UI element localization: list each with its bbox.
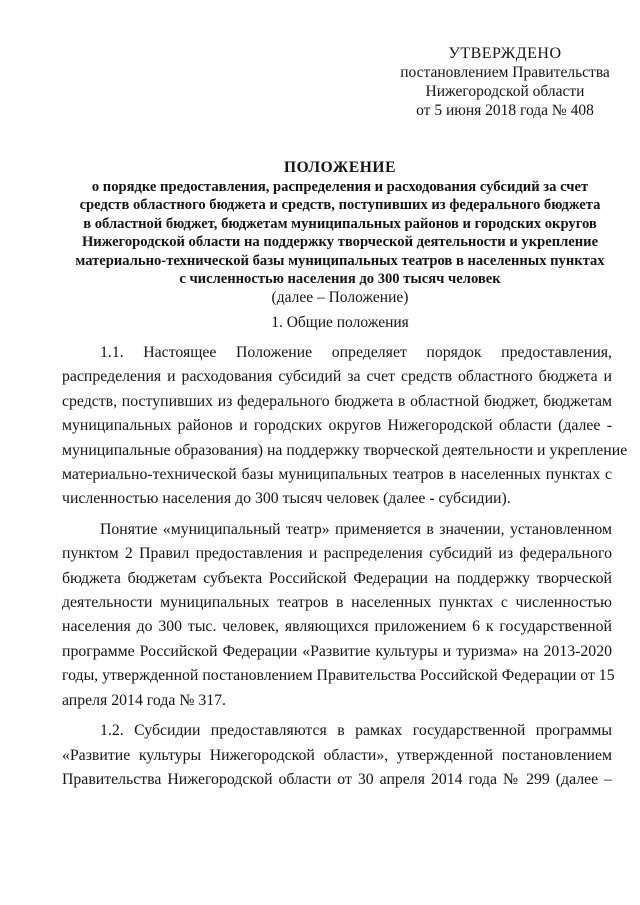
text-line: 1.2. Субсидии предоставляются в рамках государственной программы	[100, 722, 612, 740]
title-line: с численностью населения до 300 тысяч человек	[179, 271, 501, 287]
text-line: распределения и расходования субсидий за счет средств областного бюджета и	[62, 368, 612, 386]
approval-line: постановлением Правительства	[400, 64, 610, 81]
paragraph-theatre-definition	[62, 518, 615, 713]
body-text	[62, 341, 628, 792]
title-line: материально-технической базы муниципальных театров в населенных пунктах	[75, 252, 605, 269]
paragraph-1-1	[62, 341, 628, 512]
text-line: материально-технической базы муниципальных театров в населенных пунктах с	[62, 466, 612, 484]
title-line: средств областного бюджета и средств, поступивших из федерального бюджета	[79, 197, 601, 213]
text-line: населения до 300 тыс. человек, являющихся приложением 6 к государственной	[62, 618, 612, 636]
text-line: средств, поступивших из федерального бюджета в областной бюджет, бюджетам	[62, 392, 612, 410]
section-heading: 1. Общие положения	[271, 314, 409, 331]
title-line: Нижегородской области на поддержку творческой деятельности и укрепление	[81, 234, 599, 250]
text-line: Понятие «муниципальный театр» применяется в значении, установленном	[100, 520, 612, 538]
title-line: о порядке предоставления, распределения и расходования субсидий за счет	[91, 178, 589, 195]
text-line: апреля 2014 года № 317.	[62, 691, 227, 709]
text-line: численностью населения до 300 тысяч человек (далее - субсидии).	[62, 490, 511, 508]
title-subline: (далее – Положение)	[271, 288, 409, 306]
text-line: деятельности муниципальных театров в населенных пунктах с численностью	[62, 594, 612, 612]
document-title-block	[40, 159, 640, 307]
paragraph-1-2	[62, 719, 612, 792]
document-title: ПОЛОЖЕНИЕ	[283, 159, 397, 176]
title-line: в областной бюджет, бюджетам муниципальных районов и городских округов	[83, 215, 597, 232]
approval-line: Нижегородской области	[425, 83, 585, 100]
text-line: «Развитие культуры Нижегородской области», утвержденной постановлением	[62, 746, 612, 764]
text-line: 1.1. Настоящее Положение определяет порядок предоставления,	[100, 344, 612, 361]
text-line: Правительства Нижегородской области от 30 апреля 2014 года № 299 (далее –	[62, 770, 612, 788]
approval-date-line: от 5 июня 2018 года № 408	[416, 102, 594, 119]
text-line: годы, утвержденной постановлением Правительства Российской Федерации от 15	[62, 667, 615, 685]
text-line: пунктом 2 Правил предоставления и распределения субсидий из федерального	[62, 545, 612, 563]
approval-stamp	[390, 44, 620, 120]
text-line: программе Российской Федерации «Развитие культуры и туризма» на 2013-2020	[62, 642, 612, 660]
approval-heading: УТВЕРЖДЕНО	[448, 45, 562, 62]
text-line: муниципальные образования) на поддержку творческой деятельности и укрепление	[62, 441, 628, 459]
text-line: бюджета бюджетам субъекта Российской Федерации на поддержку творческой	[62, 569, 612, 587]
text-line: муниципальных районов и городских округов Нижегородской области (далее -	[62, 417, 612, 435]
